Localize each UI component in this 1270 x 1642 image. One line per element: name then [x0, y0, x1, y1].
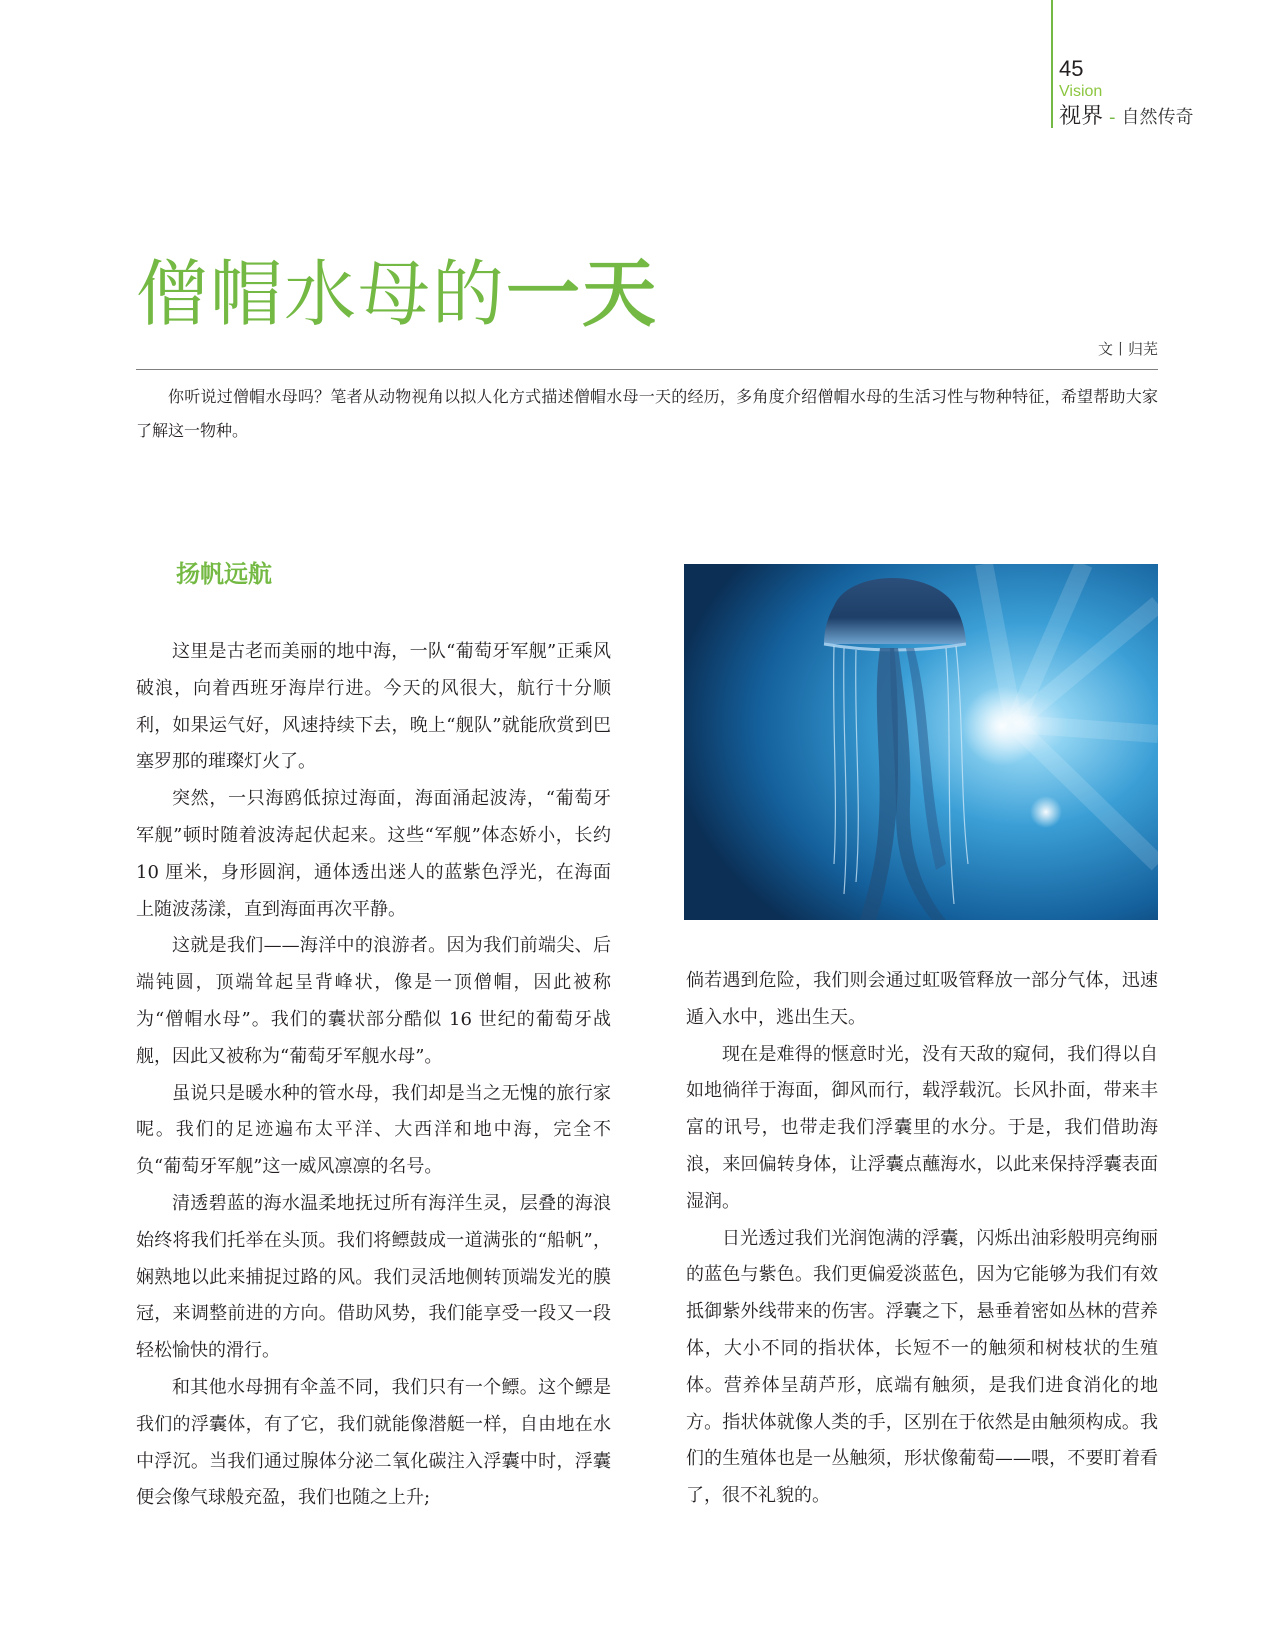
body-paragraph: 突然，一只海鸥低掠过海面，海面涌起波涛，“葡萄牙军舰”顿时随着波涛起伏起来。这些“军舰”体态娇小，长约 10 厘米，身形圆润，通体透出迷人的蓝紫色浮光，在海面上随波荡漾，直到海面再次平静。: [136, 788, 611, 920]
jellyfish-photo: [684, 564, 1158, 920]
article-title-bold: 一天: [506, 251, 659, 337]
section-name-english: Vision: [1059, 83, 1103, 100]
article-intro: 你听说过僧帽水母吗？笔者从动物视角以拟人化方式描述僧帽水母一天的经历，多角度介绍僧帽水母的生活习性与物种特征，希望帮助大家了解这一物种。: [136, 387, 1158, 440]
article-title-light: 僧帽水母的: [136, 252, 507, 336]
right-column: [686, 963, 1158, 1515]
section-name-chinese: 视界: [1059, 104, 1104, 129]
section-name: [1059, 102, 1194, 133]
body-paragraph: 清透碧蓝的海水温柔地抚过所有海洋生灵，层叠的海浪始终将我们托举在头顶。我们将鳔鼓成一道满张的“船帆”，娴熟地以此来捕捉过路的风。我们灵活地侧转顶端发光的膜冠，来调整前进的方向。借助风势，我们能享受一段又一段轻松愉快的滑行。: [136, 1192, 611, 1362]
body-paragraph: 日光透过我们光润饱满的浮囊，闪烁出油彩般明亮绚丽的蓝色与紫色。我们更偏爱淡蓝色，因为它能够为我们有效抵御紫外线带来的伤害。浮囊之下，悬垂着密如丛林的营养体，大小不同的指状体，长短不一的触须和树枝状的生殖体。营养体呈葫芦形，底端有触须，是我们进食消化的地方。指状体就像人类的手，区别在于依然是由触须构成。我们的生殖体也是一丛触须，形状像葡萄——喂，不要盯着看了，很不礼貌的。: [686, 1227, 1158, 1507]
section-subname: 自然传奇: [1121, 107, 1194, 128]
body-paragraph: 和其他水母拥有伞盖不同，我们只有一个鳔。这个鳔是我们的浮囊体，有了它，我们就能像潜艇一样，自由地在水中浮沉。当我们通过腺体分泌二氧化碳注入浮囊中时，浮囊便会像气球般充盈，我们也随之上升;: [136, 1376, 611, 1509]
section-separator: -: [1109, 107, 1116, 128]
body-paragraph: 倘若遇到危险，我们则会通过虹吸管释放一部分气体，迅速遁入水中，逃出生天。: [686, 970, 1158, 1028]
body-paragraph: 现在是难得的惬意时光，没有天敌的窥伺，我们得以自如地徜徉于海面，御风而行，载浮载沉。长风扑面，带来丰富的讯号，也带走我们浮囊里的水分。于是，我们借助海浪，来回偏转身体，让浮囊点蘸海水，以此来保持浮囊表面湿润。: [686, 1043, 1158, 1212]
section-subheading: 扬帆远航: [176, 560, 272, 588]
left-column: [136, 556, 611, 1517]
body-paragraph: 虽说只是暖水种的管水母，我们却是当之无愧的旅行家呢。我们的足迹遍布太平洋、大西洋和地中海，完全不负“葡萄牙军舰”这一威风凛凛的名号。: [136, 1082, 611, 1178]
body-paragraph: 这就是我们——海洋中的浪游者。因为我们前端尖、后端钝圆，顶端耸起呈背峰状，像是一顶僧帽，因此被称为“僧帽水母”。我们的囊状部分酷似 16 世纪的葡萄牙战舰，因此又被称为“葡萄牙军舰水母”。: [136, 935, 611, 1067]
title-divider: [136, 369, 1158, 370]
page-number: 45: [1059, 56, 1084, 81]
byline: 文丨归芜: [1097, 340, 1158, 358]
jellyfish-illustration: [684, 564, 1158, 920]
article-title: [136, 246, 658, 356]
header-accent-rule: [1051, 0, 1053, 128]
body-paragraph: 这里是古老而美丽的地中海，一队“葡萄牙军舰”正乘风破浪，向着西班牙海岸行进。今天的风很大，航行十分顺利，如果运气好，风速持续下去，晚上“舰队”就能欣赏到巴塞罗那的璀璨灯火了。: [136, 641, 611, 773]
